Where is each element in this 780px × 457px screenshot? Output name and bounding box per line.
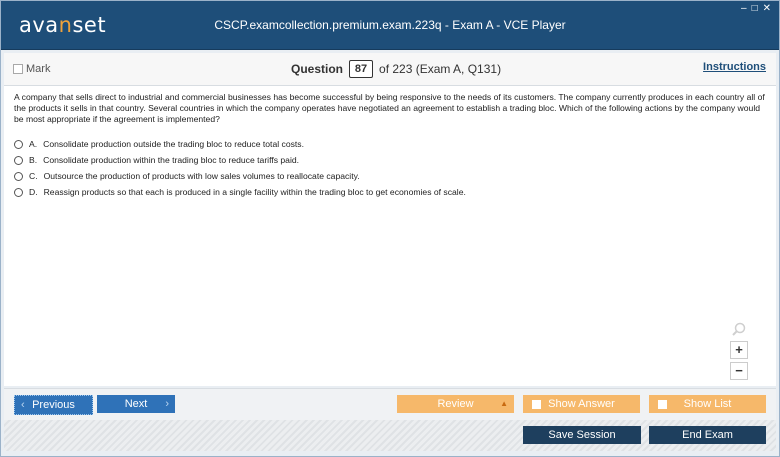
review-label: Review [437, 398, 474, 410]
mark-checkbox-box[interactable] [13, 64, 23, 74]
navigation-bar [4, 388, 776, 421]
option-text: Consolidate production outside the trading bloc to reduce total costs. [43, 139, 304, 149]
question-header [4, 53, 776, 86]
show-answer-checkbox[interactable] [532, 400, 541, 409]
question-label: Question [291, 62, 344, 76]
question-total: of 223 (Exam A, Q131) [379, 62, 502, 76]
triangle-up-icon: ▲ [500, 399, 508, 408]
option-letter: B. [29, 155, 38, 165]
end-exam-button[interactable]: End Exam [649, 426, 766, 444]
question-content [4, 86, 776, 386]
question-text: A company that sells direct to industrial and commercial businesses has become successful by being responsive to the needs of its customers. The company currently produces in each country all of the products it sells in that country. Several countries in which the company operates have negotiated an agreement to establish a trading bloc. Which of the following actions by the company would be most appropriate if the agreement is implemented? [14, 92, 765, 124]
instructions-link[interactable]: Instructions [703, 61, 766, 73]
minimize-button[interactable]: – [741, 3, 747, 14]
radio-button[interactable] [14, 172, 23, 181]
title-bar [1, 1, 779, 50]
session-bar [4, 420, 776, 451]
mark-checkbox[interactable] [13, 63, 50, 75]
radio-button[interactable] [14, 156, 23, 165]
show-list-button[interactable] [649, 395, 766, 413]
option-text: Reassign products so that each is produced in a single facility within the trading bloc to get economies of scale. [43, 187, 466, 197]
show-answer-label: Show Answer [548, 398, 615, 410]
radio-button[interactable] [14, 140, 23, 149]
mark-label: Mark [26, 63, 51, 75]
window-title: CSCP.examcollection.premium.exam.223q - Exam A - VCE Player [214, 18, 566, 32]
close-button[interactable]: ✕ [762, 3, 771, 14]
previous-button[interactable] [14, 395, 93, 415]
window-controls [741, 4, 771, 14]
option-text: Outsource the production of products with low sales volumes to reallocate capacity. [43, 171, 360, 181]
question-navigator [291, 60, 501, 78]
chevron-left-icon: ‹ [21, 399, 25, 411]
answer-option[interactable] [14, 168, 754, 184]
next-button[interactable] [97, 395, 175, 413]
question-number-input[interactable]: 87 [349, 60, 373, 78]
show-answer-button[interactable] [523, 395, 640, 413]
answer-option[interactable] [14, 184, 754, 200]
previous-label: Previous [32, 399, 75, 411]
zoom-controls [730, 322, 748, 380]
show-list-label: Show List [683, 398, 732, 410]
option-letter: A. [29, 139, 38, 149]
radio-button[interactable] [14, 188, 23, 197]
search-icon [731, 322, 747, 338]
zoom-in-button[interactable]: + [730, 341, 748, 359]
maximize-button[interactable]: □ [751, 3, 758, 14]
save-session-button[interactable]: Save Session [523, 426, 641, 444]
option-letter: D. [29, 187, 38, 197]
show-list-checkbox[interactable] [658, 400, 667, 409]
answer-option[interactable] [14, 152, 754, 168]
next-label: Next [124, 398, 148, 410]
chevron-right-icon: › [165, 398, 169, 410]
option-text: Consolidate production within the trading bloc to reduce tariffs paid. [43, 155, 300, 165]
option-letter: C. [29, 171, 38, 181]
zoom-out-button[interactable]: − [730, 362, 748, 380]
answer-options [14, 136, 754, 200]
review-button[interactable] [397, 395, 514, 413]
avanset-logo: avanset [19, 13, 107, 37]
answer-option[interactable] [14, 136, 754, 152]
